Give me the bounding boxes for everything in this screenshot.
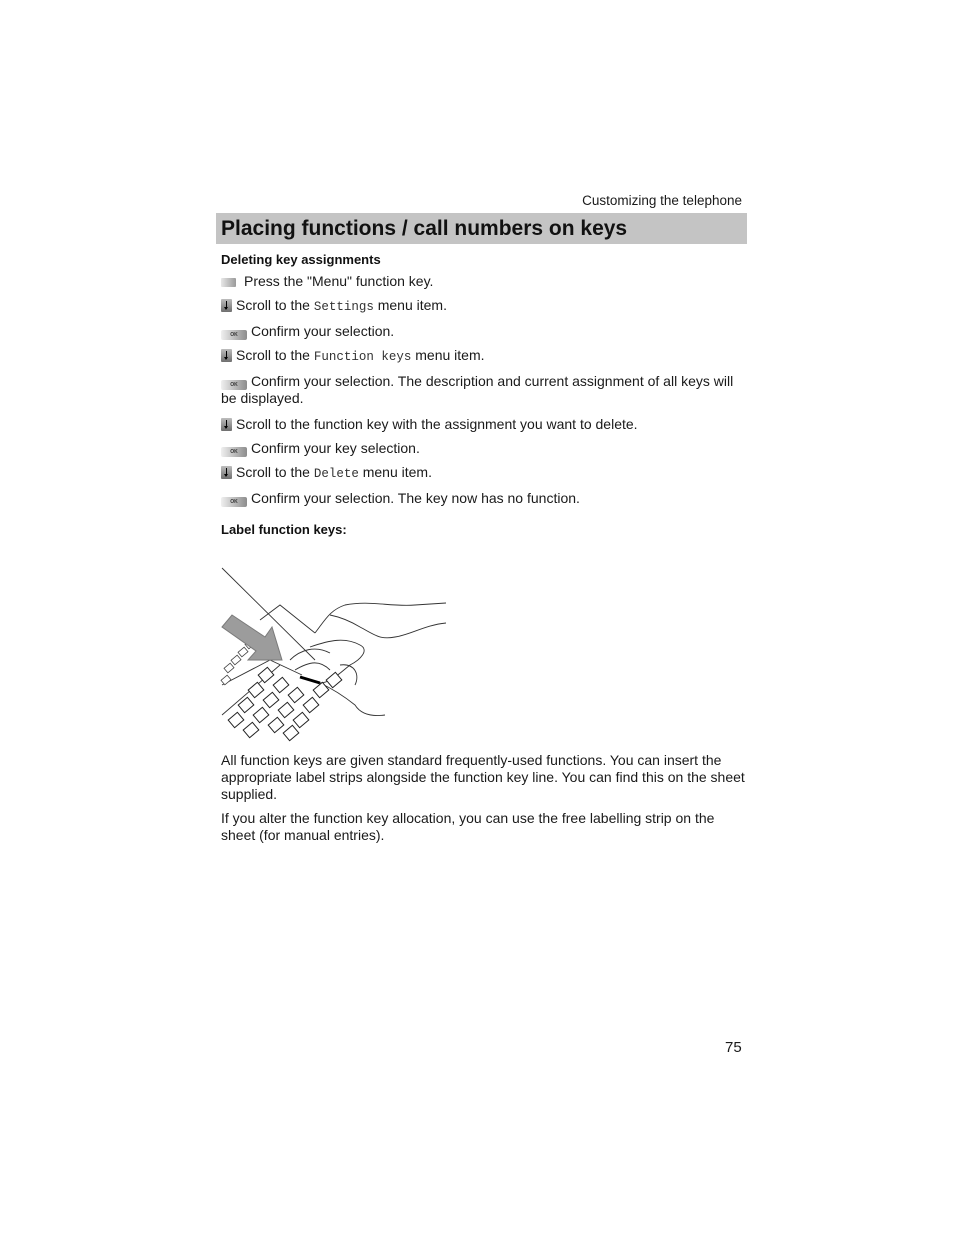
deleting-heading: Deleting key assignments: [221, 252, 381, 267]
step-5: [221, 373, 741, 407]
step-9-text: Confirm your selection. The key now has no function.: [251, 490, 580, 506]
label-paragraph-1: All function keys are given standard frequently-used functions. You can insert the appropriate label strips alongside the function key line. You can find this on the sheet supplied.: [221, 752, 745, 802]
scroll-key-icon: [221, 299, 232, 312]
menu-key-icon: [221, 278, 236, 287]
step-2-suffix: menu item.: [373, 297, 447, 313]
menu-item-delete: Delete: [313, 467, 359, 481]
step-8-text: Scroll to the: [236, 464, 314, 480]
step-1: [221, 273, 741, 290]
step-6: [221, 416, 741, 433]
ok-key-icon: OK: [221, 447, 247, 457]
ok-key-icon: OK: [221, 497, 247, 507]
page-number: 75: [725, 1039, 742, 1056]
page-title: Placing functions / call numbers on keys: [221, 217, 628, 240]
step-8-suffix: menu item.: [358, 464, 432, 480]
label-heading: Label function keys:: [221, 522, 347, 537]
step-7-text: Confirm your key selection.: [251, 440, 420, 456]
step-5-text: Confirm your selection. The description and current assignment of all keys will be displayed.: [221, 373, 734, 406]
ok-key-icon: OK: [221, 380, 247, 390]
step-4: [221, 347, 741, 366]
step-4-text: Scroll to the: [236, 347, 314, 363]
step-1-text: Press the "Menu" function key.: [244, 273, 434, 289]
title-bar: [216, 213, 747, 244]
keypad-labelling-illustration: [220, 565, 448, 742]
scroll-key-icon: [221, 349, 232, 362]
step-2: [221, 297, 741, 316]
step-8: [221, 464, 741, 483]
running-head: Customizing the telephone: [582, 193, 742, 208]
step-3-text: Confirm your selection.: [251, 323, 395, 339]
step-9: [221, 490, 741, 507]
step-6-text: Scroll to the function key with the assignment you want to delete.: [236, 416, 638, 432]
step-2-text: Scroll to the: [236, 297, 314, 313]
scroll-key-icon: [221, 466, 232, 479]
label-paragraph-2: If you alter the function key allocation, you can use the free labelling strip on the sheet (for manual entries).: [221, 810, 715, 843]
menu-item-function-keys: Function keys: [313, 350, 412, 364]
step-4-suffix: menu item.: [411, 347, 485, 363]
scroll-key-icon: [221, 418, 232, 431]
step-3: [221, 323, 741, 340]
deleting-steps: [221, 273, 741, 514]
step-7: [221, 440, 741, 457]
ok-key-icon: OK: [221, 330, 247, 340]
menu-item-settings: Settings: [313, 300, 374, 314]
